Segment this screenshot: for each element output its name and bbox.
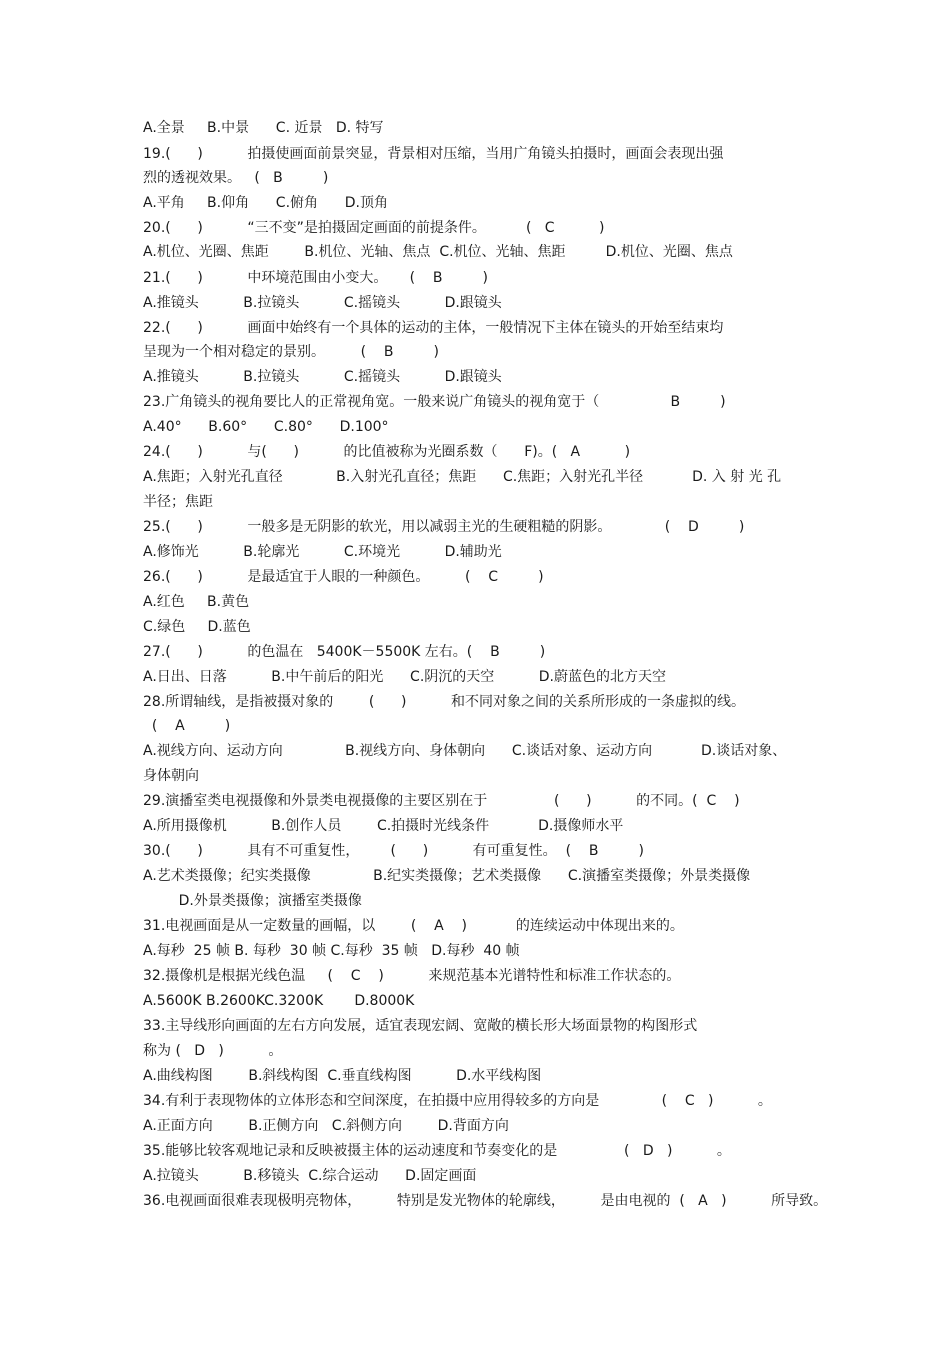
text-line: A.推镜头 B.拉镜头 C.摇镜头 D.跟镜头 — [143, 295, 502, 311]
text-line: A.艺术类摄像；纪实类摄像 B.纪实类摄像；艺术类摄像 C.演播室类摄像；外景类摄像 — [143, 868, 751, 884]
text-line: 32.摄像机是根据光线色温 ( C ) 来规范基本光谱特性和标准工作状态的。 — [143, 968, 681, 984]
text-line: A.修饰光 B.轮廓光 C.环境光 D.辅助光 — [143, 544, 502, 560]
text-line: ( A ) — [143, 718, 231, 734]
text-line: 34.有利于表现物体的立体形态和空间深度，在拍摄中应用得较多的方向是 ( C ) 。 — [143, 1093, 772, 1109]
text-line: 36.电视画面很难表现极明亮物体， 特别是发光物体的轮廓线， 是由电视的 ( A ) 所导致。 — [143, 1193, 828, 1209]
text-line: 烈的透视效果。 ( B ) — [143, 170, 329, 186]
text-line: A.推镜头 B.拉镜头 C.摇镜头 D.跟镜头 — [143, 369, 502, 385]
text-line: 27.( ) 的色温在 5400K－5500K 左右。( B ) — [143, 644, 546, 660]
text-line: A.正面方向 B.正侧方向 C.斜侧方向 D.背面方向 — [143, 1118, 509, 1134]
text-line: A.拉镜头 B.移镜头 C.综合运动 D.固定画面 — [143, 1168, 477, 1184]
text-line: 30.( ) 具有不可重复性， ( ) 有可重复性。 ( B ) — [143, 843, 644, 859]
text-line: A.焦距；入射光孔直径 B.入射光孔直径；焦距 C.焦距；入射光孔半径 D. 入 射 光 孔 — [143, 469, 782, 485]
text-line: 35.能够比较客观地记录和反映被摄主体的运动速度和节奏变化的是 ( D ) 。 — [143, 1143, 731, 1159]
text-line: D.外景类摄像；演播室类摄像 — [143, 893, 362, 909]
text-line: 20.( ) “三不变”是拍摄固定画面的前提条件。 ( C ) — [143, 220, 605, 236]
text-line: 19.( ) 拍摄使画面前景突显，背景相对压缩，当用广角镜头拍摄时，画面会表现出强 — [143, 146, 724, 162]
text-line: A.红色 B.黄色 — [143, 594, 250, 610]
text-line: A.全景 B.中景 C. 近景 D. 特写 — [143, 120, 384, 136]
text-line: 31.电视画面是从一定数量的画幅，以 ( A ) 的连续运动中体现出来的。 — [143, 918, 684, 934]
text-line: A.每秒 25 帧 B. 每秒 30 帧 C.每秒 35 帧 D.每秒 40 帧 — [143, 943, 520, 959]
text-line: C.绿色 D.蓝色 — [143, 619, 251, 635]
text-line: 29.演播室类电视摄像和外景类电视摄像的主要区别在于 ( ) 的不同。( C ) — [143, 793, 740, 809]
text-line: A.5600K B.2600KC.3200K D.8000K — [143, 993, 415, 1009]
text-line: 称为 ( D ) 。 — [143, 1043, 283, 1059]
text-line: 24.( ) 与( ) 的比值被称为光圈系数（ F)。( A ) — [143, 444, 631, 460]
text-line: 22.( ) 画面中始终有一个具体的运动的主体，一般情况下主体在镜头的开始至结束均 — [143, 320, 724, 336]
text-line: 26.( ) 是最适宜于人眼的一种颜色。 ( C ) — [143, 569, 544, 585]
text-line: 33.主导线形向画面的左右方向发展，适宜表现宏阔、宽敞的横长形大场面景物的构图形式 — [143, 1018, 698, 1034]
text-line: A.曲线构图 B.斜线构图 C.垂直线构图 D.水平线构图 — [143, 1068, 542, 1084]
text-line: 半径；焦距 — [143, 494, 213, 510]
text-line: A.所用摄像机 B.创作人员 C.拍摄时光线条件 D.摄像师水平 — [143, 818, 624, 834]
text-line: 25.( ) 一般多是无阴影的软光，用以减弱主光的生硬粗糙的阴影。 ( D ) — [143, 519, 745, 535]
text-line: A.机位、光圈、焦距 B.机位、光轴、焦点 C.机位、光轴、焦距 D.机位、光圈、焦点 — [143, 244, 733, 260]
text-line: 28.所谓轴线，是指被摄对象的 ( ) 和不同对象之间的关系所形成的一条虚拟的线。 — [143, 694, 745, 710]
text-line: A.平角 B.仰角 C.俯角 D.顶角 — [143, 195, 388, 211]
text-line: A.视线方向、运动方向 B.视线方向、身体朝向 C.谈话对象、运动方向 D.谈话对象、 — [143, 743, 787, 759]
text-line: 21.( ) 中环境范围由小变大。 ( B ) — [143, 270, 489, 286]
text-line: A.日出、日落 B.中午前后的阳光 C.阴沉的天空 D.蔚蓝色的北方天空 — [143, 669, 666, 685]
text-line: 呈现为一个相对稳定的景别。 ( B ) — [143, 344, 439, 360]
text-line: A.40° B.60° C.80° D.100° — [143, 419, 389, 435]
text-line: 23.广角镜头的视角要比人的正常视角宽。一般来说广角镜头的视角宽于（ B ) — [143, 394, 726, 410]
text-line: 身体朝向 — [143, 768, 199, 784]
